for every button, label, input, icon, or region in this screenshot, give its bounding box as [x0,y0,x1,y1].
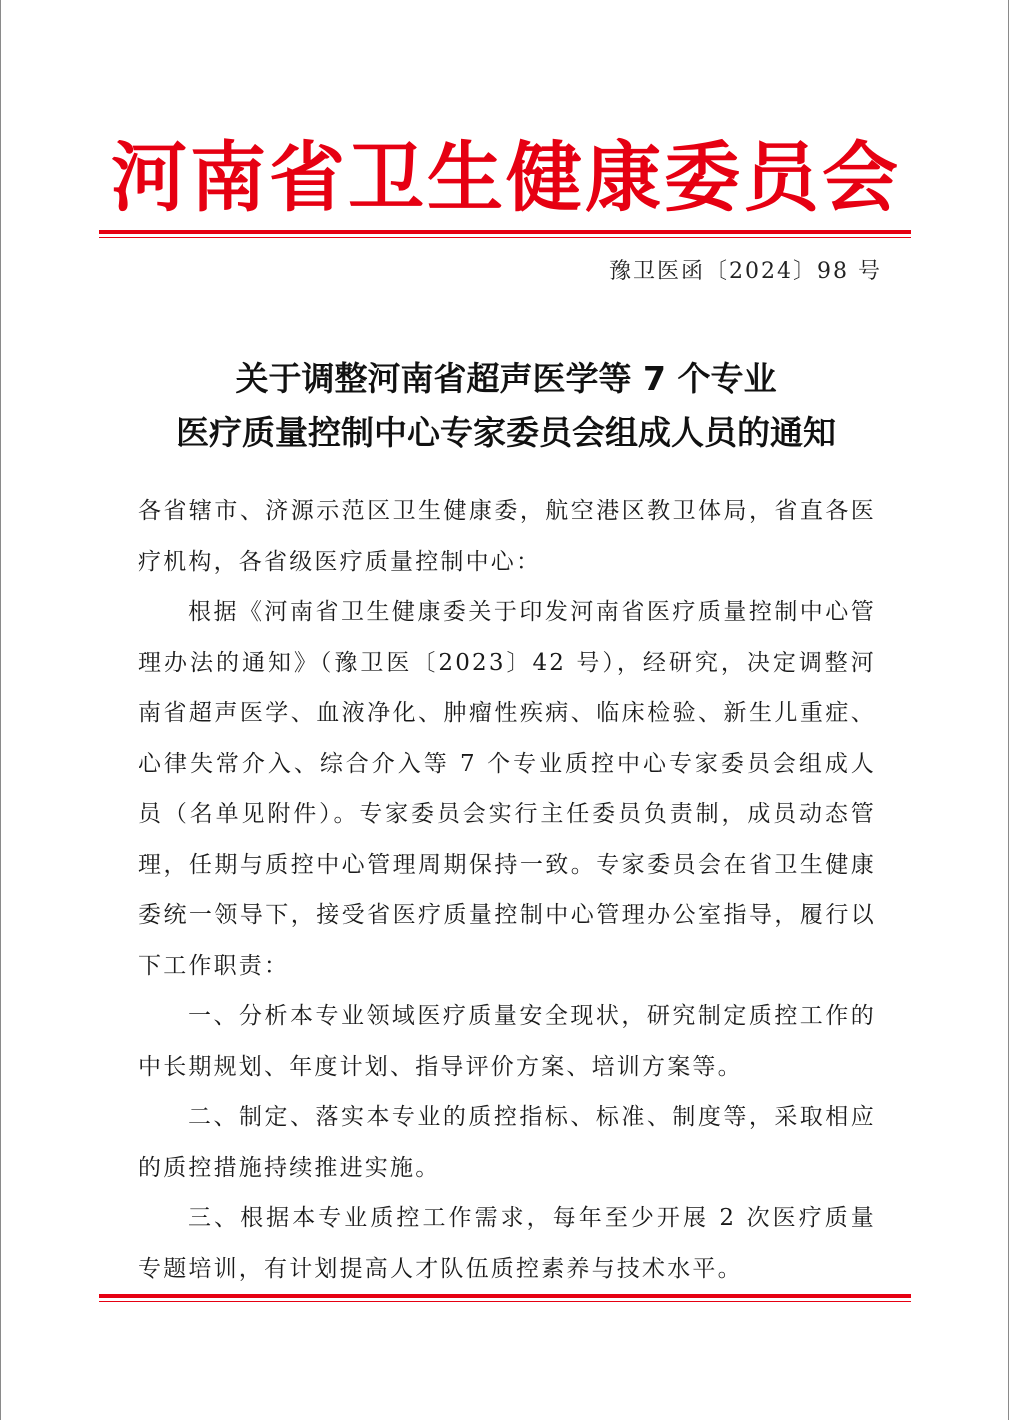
document-body [138,486,876,1294]
footer-rule-thin [99,1301,911,1302]
body-paragraph: 根据《河南省卫生健康委关于印发河南省医疗质量控制中心管理办法的通知》（豫卫医〔2023〕42 号），经研究，决定调整河南省超声医学、血液净化、肿瘤性疾病、临床检验、新生儿重症、心律失常介入、综合介入等 7 个专业质控中心专家委员会组成人员（名单见附件）。专家委员会实行主任委员负责制，成员动态管理，任期与质控中心管理周期保持一致。专家委员会在省卫生健康委统一领导下，接受省医疗质量控制中心管理办公室指导，履行以下工作职责： [138,599,876,979]
title-line-1: 关于调整河南省超声医学等 7 个专业 [235,359,777,398]
issuing-org-header: 河南省卫生健康委员会 [111,133,901,222]
title-line-2: 医疗质量控制中心专家委员会组成人员的通知 [176,413,836,452]
salutation: 各省辖市、济源示范区卫生健康委，航空港区教卫体局，省直各医疗机构，各省级医疗质量控制中心： [138,498,876,575]
header-rule-thin [99,237,911,238]
header-red-rule [99,230,911,238]
duty-item-3: 三、根据本专业质控工作需求，每年至少开展 2 次医疗质量专题培训，有计划提高人才队伍质控素养与技术水平。 [138,1205,876,1282]
document-title [101,352,911,460]
footer-red-rule [99,1294,911,1302]
duty-item-2: 二、制定、落实本专业的质控指标、标准、制度等，采取相应的质控措施持续推进实施。 [138,1104,876,1181]
document-number: 豫卫医函〔2024〕98 号 [609,259,882,284]
duty-item-1: 一、分析本专业领域医疗质量安全现状，研究制定质控工作的中长期规划、年度计划、指导评价方案、培训方案等。 [138,1003,876,1080]
